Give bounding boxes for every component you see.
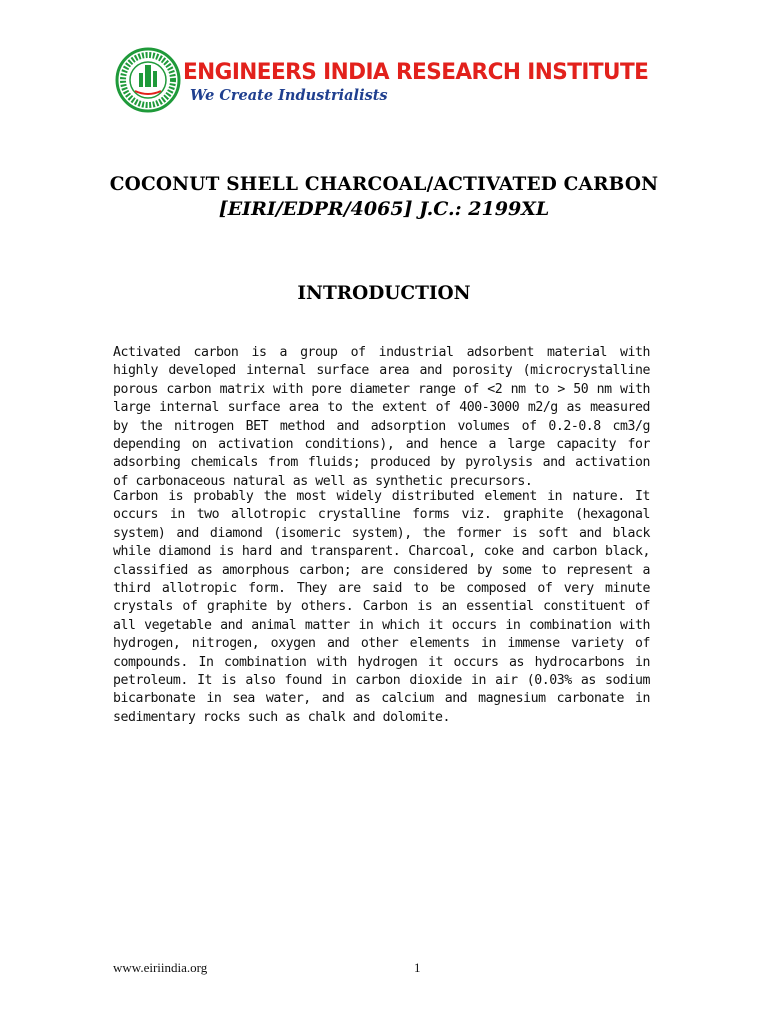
section-heading: INTRODUCTION [297, 283, 471, 304]
document-title: COCONUT SHELL CHARCOAL/ACTIVATED CARBON [109, 174, 659, 195]
brand-name: ENGINEERS INDIA RESEARCH INSTITUTE [183, 59, 649, 85]
footer-url: www.eiriindia.org [113, 960, 208, 975]
document-code: [EIRI/EDPR/4065] J.C.: 2199XL [218, 198, 550, 220]
eiri-seal-icon [115, 47, 181, 113]
paragraph-intro: Activated carbon is a group of industrial adsorbent material with highly developed internal surface area and porosity (microcrystalline porous carbon matrix with pore diameter range of <2 nm to > 50 nm with large internal surface area to the extent of 400-3000 m2/g as measured by the nitrogen BET method and adsorption volumes of 0.2-0.8 cm3/g depending on activation conditions), and hence a large capacity for adsorbing chemicals from fluids; produced by pyrolysis and activation of carbonaceous natural as well as synthetic precursors. [113, 345, 650, 489]
page-number: 1 [414, 960, 421, 975]
paragraph-carbon: Carbon is probably the most widely distributed element in nature. It occurs in two allotropic crystalline forms viz. graphite (hexagonal system) and diamond (isomeric system), the former is soft and black while diamond is hard and transparent. Charcoal, coke and carbon black, classified as amorphous carbon; are considered by some to represent a third allotropic form. They are said to be composed of very minute crystals of graphite by others. Carbon is an essential constituent of all vegetable and animal matter in which it occurs in combination with hydrogen, nitrogen, oxygen and other elements in immense variety of compounds. In combination with hydrogen it occurs as hydrocarbons in petroleum. It is also found in carbon dioxide in air (0.03% as sodium bicarbonate in sea water, and as calcium and magnesium carbonate in sedimentary rocks such as chalk and dolomite. [113, 489, 650, 725]
brand-tagline: We Create Industrialists [190, 87, 388, 104]
eiri-logo [115, 47, 649, 119]
